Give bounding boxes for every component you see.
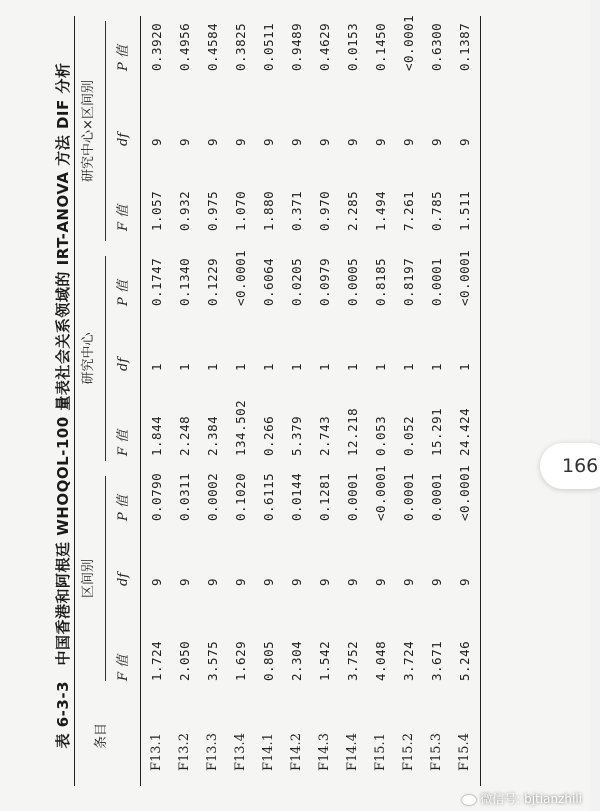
- p-value-cell: 0.0001: [345, 472, 360, 521]
- f-value-cell: 0.805: [261, 640, 276, 681]
- df-cell: 9: [149, 577, 164, 586]
- df-cell: 1: [373, 362, 388, 371]
- f-value-cell: 24.424: [457, 407, 472, 456]
- df-cell: 9: [177, 137, 192, 146]
- df-cell: 1: [289, 362, 304, 371]
- df-cell: 1: [261, 362, 276, 371]
- df-cell: 9: [261, 137, 276, 146]
- f-value-cell: 1.880: [261, 190, 276, 231]
- f-value-cell: 0.932: [177, 190, 192, 231]
- p-value-cell: 0.3825: [233, 22, 248, 71]
- item-cell: F15.3: [429, 733, 444, 771]
- df-cell: 9: [317, 137, 332, 146]
- df-cell: 9: [457, 137, 472, 146]
- p-value-cell: 0.0311: [177, 472, 192, 521]
- header-group-interval: 区间别: [81, 559, 96, 599]
- page-number-badge: 166: [540, 443, 600, 489]
- df-cell: 9: [373, 577, 388, 586]
- table-row: [367, 16, 395, 786]
- sub-f-2: F 值: [116, 429, 131, 456]
- p-value-cell: 0.0979: [317, 257, 332, 306]
- sub-df-1: df: [116, 572, 131, 586]
- p-value-cell: 0.9489: [289, 22, 304, 71]
- df-cell: 9: [429, 137, 444, 146]
- p-value-cell: 0.4584: [205, 22, 220, 71]
- df-cell: 1: [177, 362, 192, 371]
- group-rule-3: [105, 21, 106, 241]
- p-value-cell: 0.4629: [317, 22, 332, 71]
- table-row: [171, 16, 199, 786]
- item-cell: F14.3: [317, 733, 332, 771]
- sub-df-2: df: [116, 357, 131, 371]
- f-value-cell: 2.285: [345, 190, 360, 231]
- sub-f-1: F 值: [116, 654, 131, 681]
- item-cell: F15.2: [401, 733, 416, 771]
- p-value-cell: 0.0005: [345, 257, 360, 306]
- header-item: 条目: [94, 723, 109, 750]
- sub-df-3: df: [116, 132, 131, 146]
- f-value-cell: 0.053: [373, 415, 388, 456]
- group-rule-1: [105, 476, 106, 681]
- df-cell: 9: [205, 577, 220, 586]
- watermark-text: 微信号: bjtianzhili: [480, 792, 582, 806]
- p-value-cell: 0.0205: [289, 257, 304, 306]
- watermark: [462, 790, 582, 807]
- table-row: [451, 16, 479, 786]
- f-value-cell: 5.246: [457, 640, 472, 681]
- item-cell: F14.1: [261, 733, 276, 771]
- f-value-cell: 1.511: [457, 190, 472, 231]
- item-cell: F15.1: [373, 733, 388, 771]
- sub-f-3: F 值: [116, 204, 131, 231]
- df-cell: 1: [205, 362, 220, 371]
- f-value-cell: 1.844: [149, 415, 164, 456]
- df-cell: 9: [233, 577, 248, 586]
- p-value-cell: 0.0511: [261, 22, 276, 71]
- df-cell: 9: [177, 577, 192, 586]
- f-value-cell: 3.575: [205, 640, 220, 681]
- f-value-cell: 7.261: [401, 190, 416, 231]
- p-value-cell: 0.0790: [149, 472, 164, 521]
- item-cell: F13.3: [205, 733, 220, 771]
- table-row: [227, 16, 255, 786]
- rotated-table-content: [30, 0, 590, 811]
- p-value-cell: 0.1281: [317, 472, 332, 521]
- table-row: [423, 16, 451, 786]
- df-cell: 9: [429, 577, 444, 586]
- df-cell: 9: [401, 577, 416, 586]
- p-value-cell: 0.1747: [149, 257, 164, 306]
- p-value-cell: 0.0001: [429, 472, 444, 521]
- df-cell: 1: [401, 362, 416, 371]
- table-row: [339, 16, 367, 786]
- df-cell: 9: [457, 577, 472, 586]
- header-rule: [140, 16, 141, 786]
- item-cell: F13.4: [233, 733, 248, 771]
- df-cell: 9: [289, 137, 304, 146]
- f-value-cell: 2.248: [177, 415, 192, 456]
- df-cell: 1: [345, 362, 360, 371]
- f-value-cell: 2.743: [317, 415, 332, 456]
- table-row: [283, 16, 311, 786]
- f-value-cell: 1.057: [149, 190, 164, 231]
- sub-p-1: P 值: [116, 495, 131, 521]
- header-group-center-x-interval: 研究中心×区间别: [81, 80, 96, 182]
- df-cell: 1: [429, 362, 444, 371]
- f-value-cell: 1.724: [149, 640, 164, 681]
- df-cell: 1: [233, 362, 248, 371]
- bottom-rule: [480, 16, 481, 786]
- df-cell: 1: [149, 362, 164, 371]
- f-value-cell: 12.218: [345, 407, 360, 456]
- p-value-cell: <0.0001: [373, 464, 388, 521]
- p-value-cell: <0.0001: [401, 14, 416, 71]
- item-cell: F13.2: [177, 733, 192, 771]
- f-value-cell: 2.384: [205, 415, 220, 456]
- p-value-cell: 0.6300: [429, 22, 444, 71]
- p-value-cell: 0.1387: [457, 22, 472, 71]
- df-cell: 9: [289, 577, 304, 586]
- f-value-cell: 1.494: [373, 190, 388, 231]
- p-value-cell: 0.6064: [261, 257, 276, 306]
- f-value-cell: 3.724: [401, 640, 416, 681]
- sub-p-2: P 值: [116, 280, 131, 306]
- p-value-cell: <0.0001: [233, 249, 248, 306]
- df-cell: 9: [205, 137, 220, 146]
- df-cell: 9: [149, 137, 164, 146]
- table-row: [143, 16, 171, 786]
- p-value-cell: 0.4956: [177, 22, 192, 71]
- item-cell: F14.2: [289, 733, 304, 771]
- f-value-cell: 1.542: [317, 640, 332, 681]
- df-cell: 9: [345, 577, 360, 586]
- p-value-cell: 0.3920: [149, 22, 164, 71]
- df-cell: 1: [317, 362, 332, 371]
- f-value-cell: 2.304: [289, 640, 304, 681]
- table-row: [199, 16, 227, 786]
- f-value-cell: 3.671: [429, 640, 444, 681]
- p-value-cell: 0.0144: [289, 472, 304, 521]
- f-value-cell: 0.970: [317, 190, 332, 231]
- p-value-cell: 0.0001: [429, 257, 444, 306]
- group-rule-2: [105, 256, 106, 461]
- df-cell: 9: [401, 137, 416, 146]
- p-value-cell: 0.1229: [205, 257, 220, 306]
- f-value-cell: 0.052: [401, 415, 416, 456]
- f-value-cell: 0.785: [429, 190, 444, 231]
- df-cell: 9: [233, 137, 248, 146]
- p-value-cell: 0.1340: [177, 257, 192, 306]
- table-row: [395, 16, 423, 786]
- f-value-cell: 3.752: [345, 640, 360, 681]
- p-value-cell: <0.0001: [457, 249, 472, 306]
- p-value-cell: 0.6115: [261, 472, 276, 521]
- f-value-cell: 1.629: [233, 640, 248, 681]
- p-value-cell: 0.0153: [345, 22, 360, 71]
- df-cell: 9: [261, 577, 276, 586]
- p-value-cell: 0.0001: [401, 472, 416, 521]
- p-value-cell: 0.1020: [233, 472, 248, 521]
- table-row: [311, 16, 339, 786]
- f-value-cell: 2.050: [177, 640, 192, 681]
- p-value-cell: 0.8197: [401, 257, 416, 306]
- sub-p-3: P 值: [116, 45, 131, 71]
- df-cell: 9: [345, 137, 360, 146]
- f-value-cell: 0.371: [289, 190, 304, 231]
- item-cell: F13.1: [149, 733, 164, 771]
- f-value-cell: 134.502: [233, 399, 248, 456]
- item-cell: F15.4: [457, 733, 472, 771]
- f-value-cell: 0.975: [205, 190, 220, 231]
- p-value-cell: 0.1450: [373, 22, 388, 71]
- table-caption: 表 6-3-3 中国香港和阿根廷 WHOQOL-100 量表社会关系领域的 IRT-ANOVA 方法 DIF 分析: [54, 62, 72, 749]
- wechat-icon: [462, 795, 476, 805]
- f-value-cell: 15.291: [429, 407, 444, 456]
- f-value-cell: 5.379: [289, 415, 304, 456]
- f-value-cell: 1.070: [233, 190, 248, 231]
- df-cell: 1: [457, 362, 472, 371]
- df-cell: 9: [373, 137, 388, 146]
- p-value-cell: <0.0001: [457, 464, 472, 521]
- f-value-cell: 4.048: [373, 640, 388, 681]
- header-group-center: 研究中心: [81, 332, 96, 385]
- p-value-cell: 0.0002: [205, 472, 220, 521]
- f-value-cell: 0.266: [261, 415, 276, 456]
- p-value-cell: 0.8185: [373, 257, 388, 306]
- item-cell: F14.4: [345, 733, 360, 771]
- table-row: [255, 16, 283, 786]
- df-cell: 9: [317, 577, 332, 586]
